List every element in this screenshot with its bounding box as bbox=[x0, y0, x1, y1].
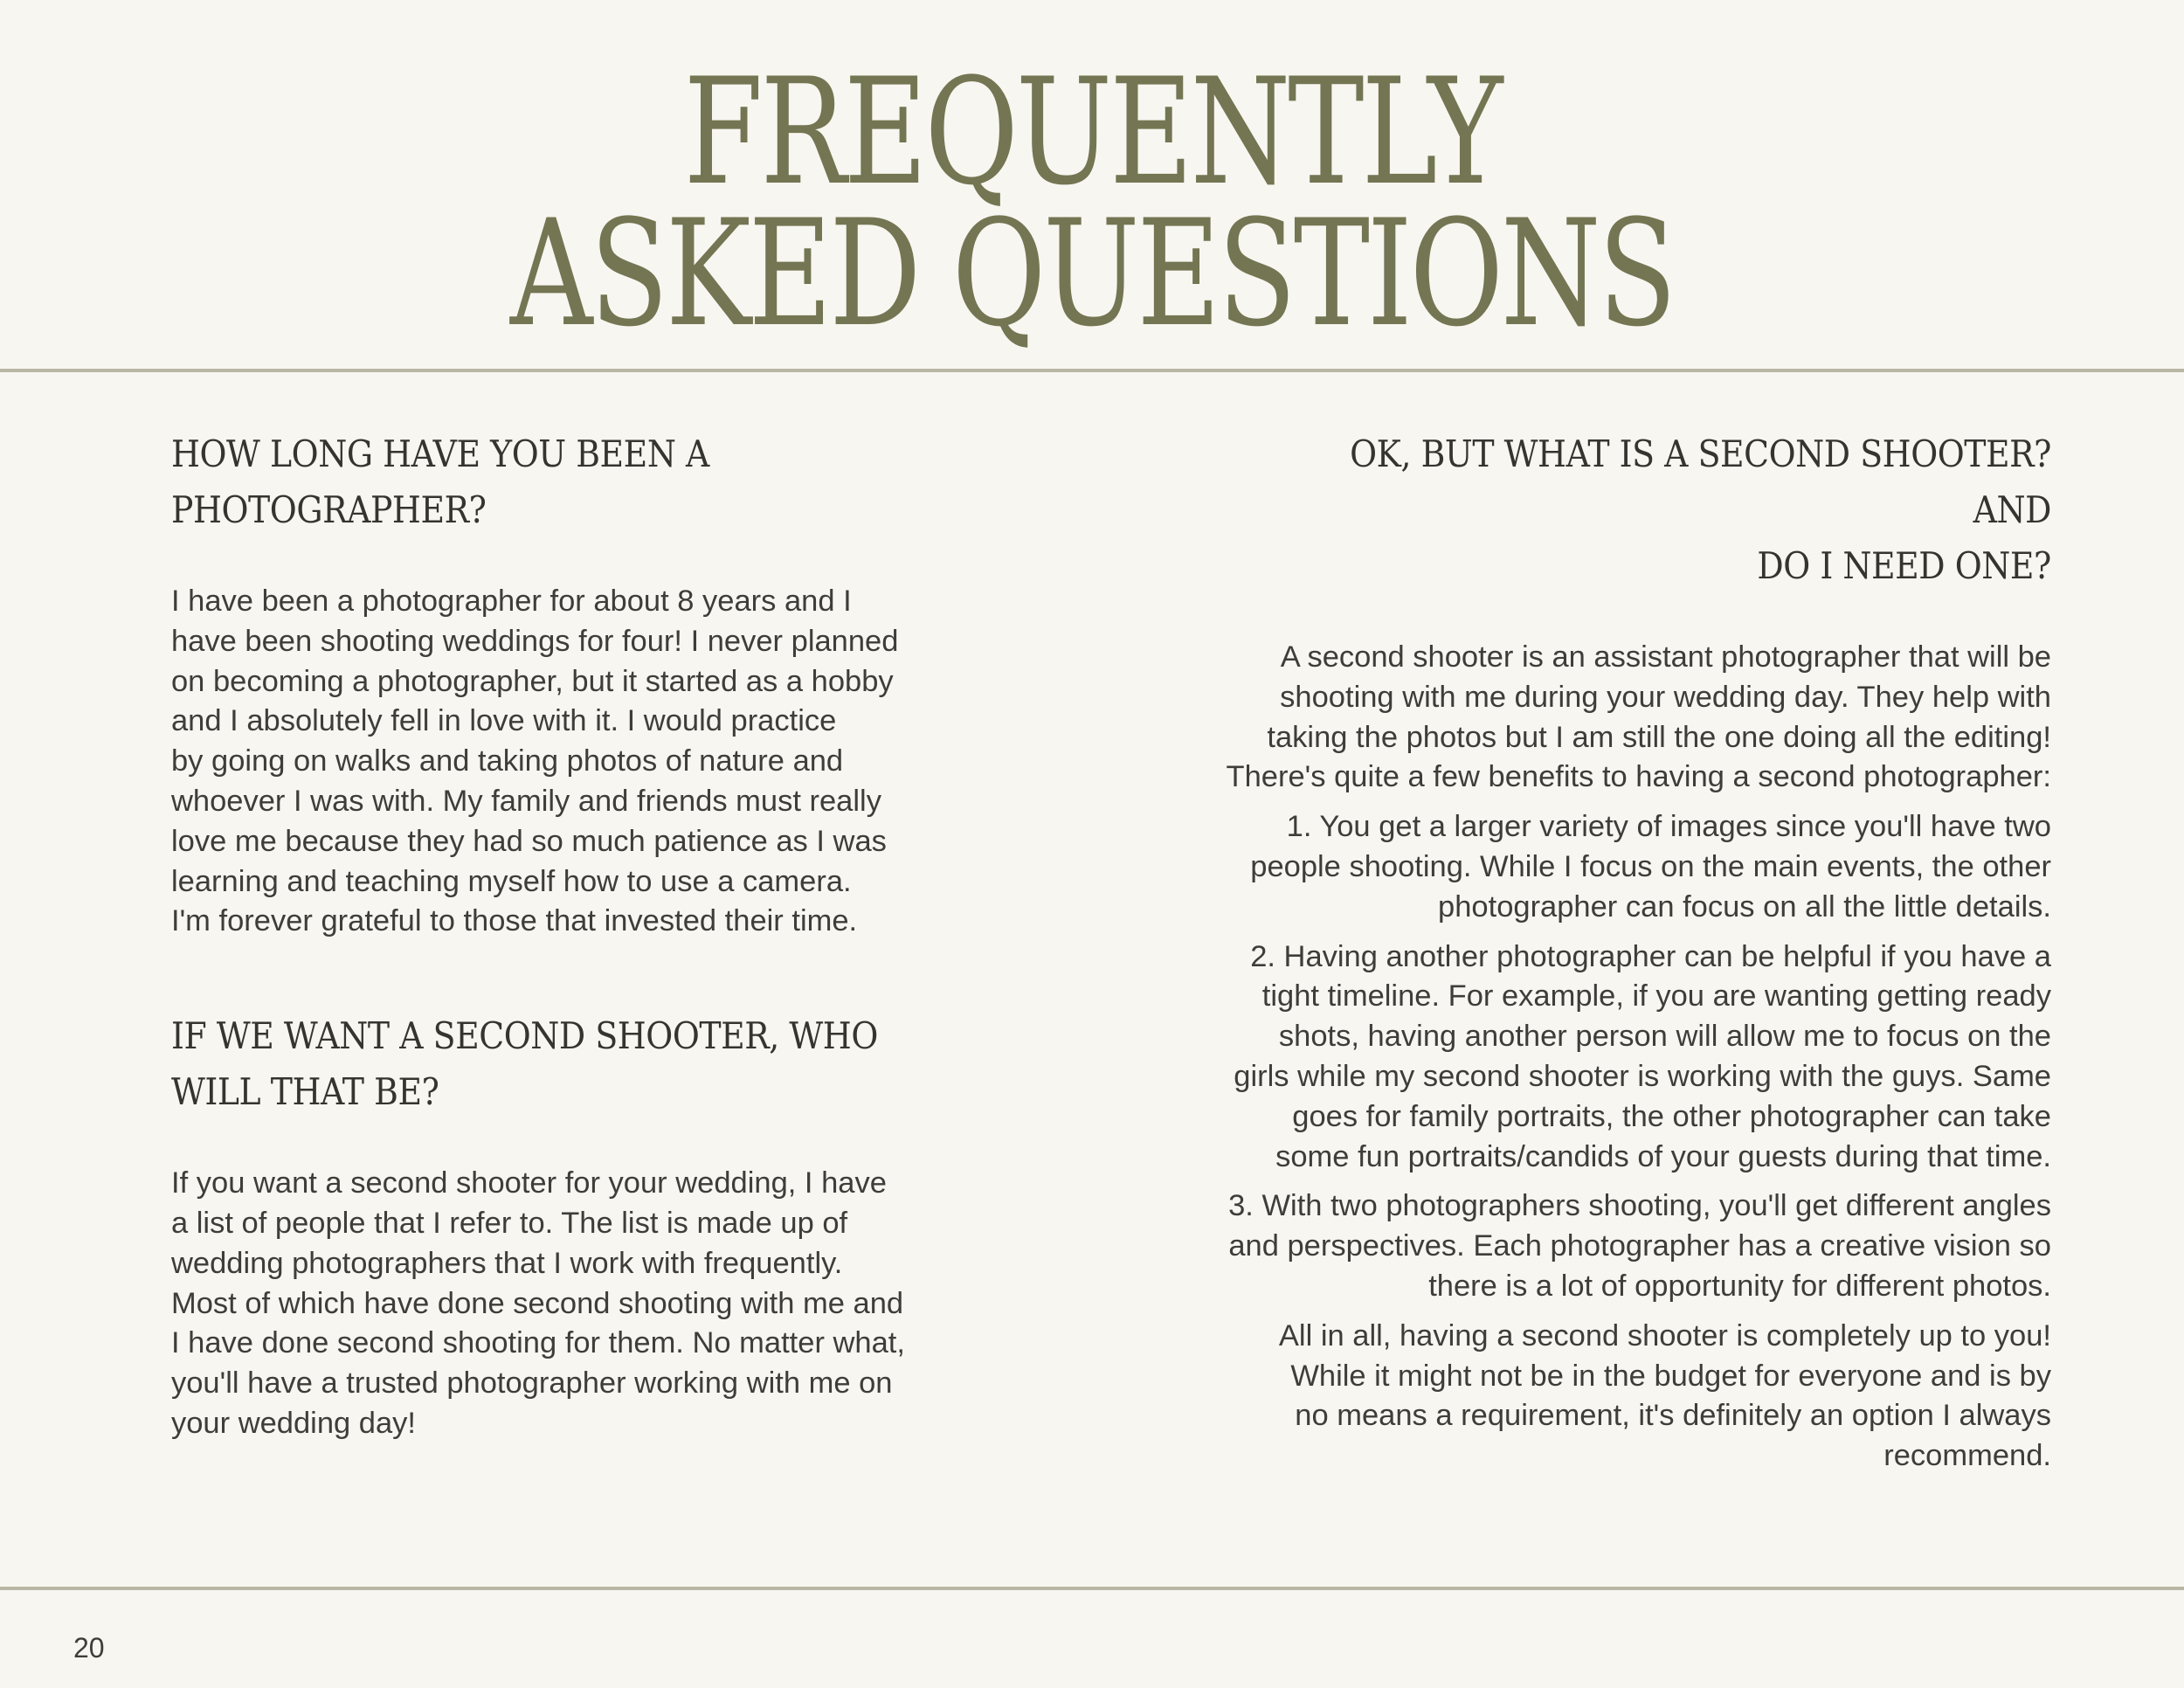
heading-line: WILL THAT BE? bbox=[171, 1070, 439, 1114]
text-line: on becoming a photographer, but it started as a hobby bbox=[171, 664, 894, 698]
text-line: There's quite a few benefits to having a second photographer: bbox=[1226, 760, 2051, 794]
answer-closing bbox=[1178, 1317, 2051, 1477]
text-line: While it might not be in the budget for everyone and is by bbox=[1290, 1359, 2051, 1393]
text-line: I have done second shooting for them. No matter what, bbox=[171, 1326, 905, 1360]
bottom-divider bbox=[0, 1587, 2184, 1590]
answer-second-shooter-who bbox=[171, 1164, 957, 1444]
answer-intro bbox=[1178, 638, 2051, 798]
text-line: shooting with me during your wedding day. They help with bbox=[1280, 680, 2051, 714]
text-line: and perspectives. Each photographer has a creative vision so bbox=[1228, 1229, 2051, 1263]
text-line: there is a lot of opportunity for different photos. bbox=[1428, 1269, 2051, 1303]
text-line: A second shooter is an assistant photographer that will be bbox=[1280, 640, 2051, 674]
heading-line: PHOTOGRAPHER? bbox=[171, 488, 487, 531]
text-line: by going on walks and taking photos of nature and bbox=[171, 744, 844, 778]
text-line: shots, having another person will allow me to focus on the bbox=[1278, 1020, 2051, 1054]
text-line: I'm forever grateful to those that invested their time. bbox=[171, 904, 858, 938]
question-heading-experience bbox=[171, 426, 957, 538]
benefit-point-1 bbox=[1178, 807, 2051, 927]
right-column bbox=[1178, 426, 2051, 1477]
text-line: some fun portraits/candids of your guests during that time. bbox=[1275, 1139, 2051, 1173]
top-divider bbox=[0, 369, 2184, 372]
text-line: learning and teaching myself how to use a camera. bbox=[171, 864, 852, 898]
text-line: taking the photos but I am still the one doing all the editing! bbox=[1267, 720, 2051, 754]
text-line: 1. You get a larger variety of images since you'll have two bbox=[1286, 810, 2051, 844]
text-line: tight timeline. For example, if you are wanting getting ready bbox=[1261, 979, 2051, 1013]
question-heading-second-shooter-who bbox=[171, 1008, 957, 1120]
benefit-point-2 bbox=[1178, 937, 2051, 1178]
heading-line: HOW LONG HAVE YOU BEEN A bbox=[171, 432, 709, 475]
text-line: I have been a photographer for about 8 years and I bbox=[171, 585, 852, 618]
text-line: love me because they had so much patience as I was bbox=[171, 824, 887, 858]
text-line: no means a requirement, it's definitely an option I always bbox=[1295, 1399, 2051, 1433]
text-line: girls while my second shooter is working with the guys. Same bbox=[1234, 1059, 2051, 1093]
text-line: Most of which have done second shooting with me and bbox=[171, 1286, 904, 1320]
text-line: All in all, having a second shooter is completely up to you! bbox=[1278, 1318, 2051, 1352]
heading-line: OK, BUT WHAT IS A SECOND SHOOTER? AND bbox=[1350, 432, 2051, 531]
text-line: your wedding day! bbox=[171, 1406, 417, 1440]
text-line: whoever I was with. My family and friends must really bbox=[171, 784, 881, 818]
text-line: goes for family portraits, the other photographer can take bbox=[1292, 1099, 2051, 1133]
text-line: photographer can focus on all the little details. bbox=[1438, 889, 2051, 924]
text-line: people shooting. While I focus on the main events, the other bbox=[1250, 849, 2051, 883]
text-line: and I absolutely fell in love with it. I would practice bbox=[171, 704, 837, 738]
page-number: 20 bbox=[73, 1632, 105, 1664]
title-line-2: ASKED QUESTIONS bbox=[509, 188, 1675, 359]
heading-line: DO I NEED ONE? bbox=[1757, 544, 2051, 587]
answer-experience bbox=[171, 582, 957, 942]
page-title bbox=[0, 46, 2184, 359]
text-line: If you want a second shooter for your wedding, I have bbox=[171, 1166, 887, 1200]
benefit-point-3 bbox=[1178, 1186, 2051, 1306]
text-line: a list of people that I refer to. The list is made up of bbox=[171, 1206, 848, 1240]
text-line: 2. Having another photographer can be helpful if you have a bbox=[1250, 939, 2051, 973]
text-line: have been shooting weddings for four! I never planned bbox=[171, 624, 899, 658]
left-column bbox=[171, 426, 957, 1444]
text-line: 3. With two photographers shooting, you'll get different angles bbox=[1228, 1189, 2051, 1223]
text-line: wedding photographers that I work with frequently. bbox=[171, 1246, 843, 1280]
text-line: recommend. bbox=[1883, 1439, 2051, 1473]
heading-line: IF WE WANT A SECOND SHOOTER, WHO bbox=[171, 1014, 878, 1058]
text-line: you'll have a trusted photographer working with me on bbox=[171, 1366, 893, 1401]
question-heading-what-is-second-shooter bbox=[1178, 426, 2051, 594]
title-line-1: FREQUENTLY bbox=[683, 46, 1501, 218]
